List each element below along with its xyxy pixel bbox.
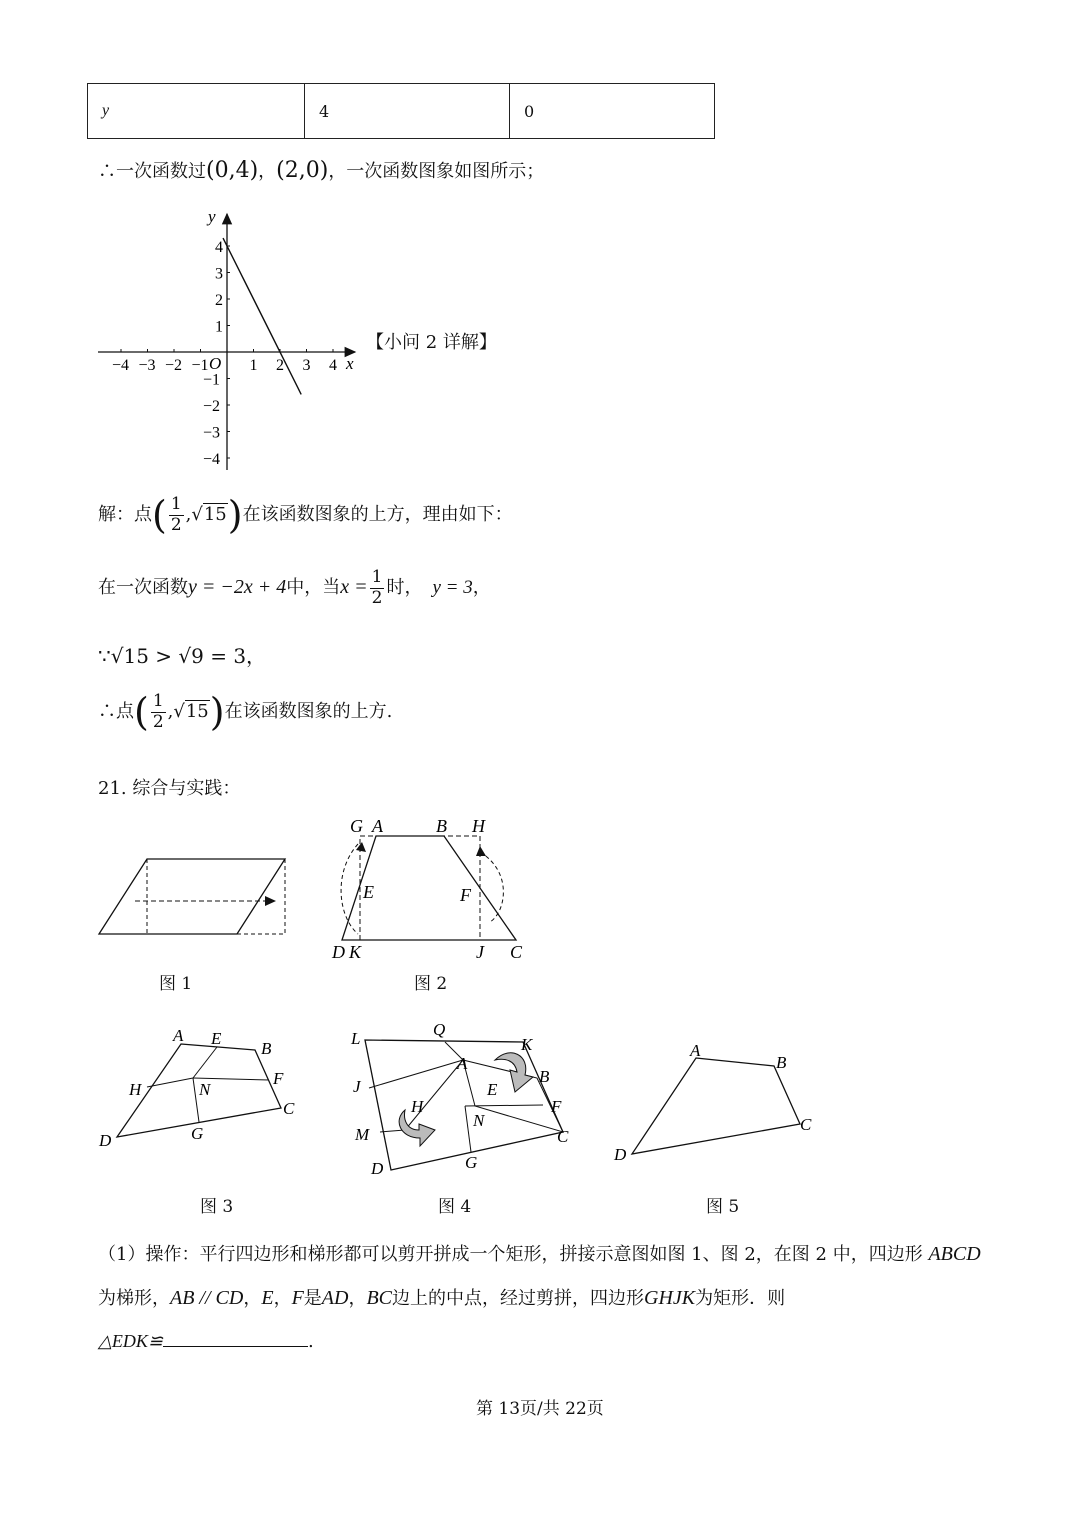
svg-text:A: A	[173, 1026, 184, 1045]
svg-text:G: G	[191, 1124, 204, 1143]
svg-text:G: G	[465, 1153, 478, 1172]
svg-text:H: H	[129, 1080, 142, 1099]
svg-text:K: K	[349, 942, 362, 962]
svg-text:C: C	[800, 1115, 812, 1134]
table-cell: 0	[510, 84, 715, 139]
svg-text:N: N	[199, 1080, 211, 1099]
svg-text:A: A	[457, 1054, 468, 1073]
y-axis-label: y	[208, 207, 216, 226]
svg-text:C: C	[557, 1127, 569, 1146]
svg-text:J: J	[353, 1077, 361, 1096]
solution-line-4: ∴点( $\frac{1}{2}$ ,√15)在该函数图象的上方.	[98, 690, 393, 734]
svg-text:B: B	[261, 1039, 272, 1058]
svg-text:A: A	[372, 816, 383, 836]
table-row	[88, 84, 715, 139]
figure-4	[345, 1020, 585, 1175]
svg-text:F: F	[273, 1069, 284, 1088]
svg-text:N: N	[473, 1111, 485, 1130]
y-tick-label: −3	[203, 424, 221, 442]
part1-line-3: △EDK≌ .	[98, 1328, 314, 1352]
svg-text:D: D	[332, 942, 345, 962]
svg-text:E: E	[487, 1080, 498, 1099]
solution-line-2: 在一次函数y = −2x + 4中，当x = $\frac{1}{2}$ 时， y = 3，	[98, 567, 491, 608]
origin-label: O	[209, 354, 222, 373]
svg-text:F: F	[460, 885, 471, 905]
y-tick-label: −2	[203, 398, 221, 415]
svg-text:D: D	[614, 1145, 627, 1164]
y-tick-label: −1	[203, 371, 221, 389]
function-graph	[90, 200, 390, 480]
svg-text:Q: Q	[433, 1020, 446, 1039]
text-line: ∴一次函数过(0,4)，(2,0)，一次函数图象如图所示；	[98, 158, 545, 183]
svg-text:M: M	[355, 1125, 370, 1144]
x-tick-label: 4	[329, 357, 337, 374]
figure-caption: 图 5	[706, 1197, 740, 1217]
x-tick-label: 1	[249, 357, 258, 374]
part1-line-2: 为梯形，AB // CD，E，F是AD，BC边上的中点，经过剪拼，四边形GHJK为矩形．则	[98, 1287, 786, 1309]
figure-caption: 图 4	[438, 1197, 472, 1217]
svg-text:J: J	[476, 942, 484, 962]
function-line	[223, 238, 301, 394]
x-tick-label: 3	[302, 357, 311, 374]
question-21-title: 21. 综合与实践：	[98, 778, 241, 799]
figure-3	[95, 1022, 305, 1152]
x-axis-label: x	[346, 354, 354, 373]
svg-text:B: B	[436, 816, 447, 836]
figure-caption: 图 2	[414, 974, 448, 994]
figure-1	[95, 852, 295, 942]
svg-text:G: G	[350, 816, 363, 836]
y-tick-label: 2	[215, 292, 223, 309]
svg-text:H: H	[472, 816, 485, 836]
answer-blank[interactable]	[163, 1328, 308, 1347]
figure-caption: 图 3	[200, 1197, 234, 1217]
value-table	[87, 83, 715, 139]
svg-text:K: K	[521, 1035, 533, 1054]
svg-text:F: F	[551, 1097, 562, 1116]
fraction: $\frac{1}{2}$	[170, 493, 182, 535]
y-tick-label: 4	[215, 239, 223, 256]
table-cell: 4	[305, 84, 510, 139]
svg-text:E: E	[211, 1029, 222, 1048]
svg-text:L: L	[351, 1029, 361, 1048]
svg-text:B: B	[776, 1053, 787, 1072]
svg-text:H: H	[411, 1097, 424, 1116]
x-tick-label: −3	[138, 357, 156, 374]
solution-line-1: 解：点( $\frac{1}{2}$ ,√15)在该函数图象的上方，理由如下：	[98, 493, 513, 537]
y-tick-label: −4	[203, 451, 221, 468]
subquestion-2-heading: 【小问 2 详解】	[366, 332, 497, 353]
svg-text:D: D	[371, 1159, 384, 1175]
svg-text:C: C	[510, 942, 523, 962]
table-row-label: y	[88, 84, 305, 139]
svg-text:D: D	[99, 1131, 112, 1150]
figure-caption: 图 1	[159, 974, 193, 994]
figure-2	[328, 812, 538, 967]
page-footer: 第 13页/共 22页	[476, 1399, 604, 1419]
x-tick-label: −4	[112, 357, 130, 374]
svg-text:A: A	[690, 1041, 701, 1060]
svg-text:B: B	[539, 1067, 550, 1086]
x-tick-label: −2	[165, 357, 183, 374]
y-tick-label: 3	[215, 265, 223, 283]
x-tick-label: −1	[191, 357, 209, 374]
svg-text:E: E	[363, 882, 374, 902]
solution-line-3: ∵√15 > √9 = 3，	[98, 644, 267, 668]
y-tick-label: 1	[215, 318, 223, 336]
svg-text:C: C	[283, 1099, 295, 1118]
figure-5	[610, 1040, 820, 1165]
part1-line-1: （1）操作：平行四边形和梯形都可以剪开拼成一个矩形，拼接示意图如图 1、图 2，在图 2 中，四边形 ABCD	[98, 1243, 981, 1265]
x-tick-label: 2	[276, 357, 284, 374]
